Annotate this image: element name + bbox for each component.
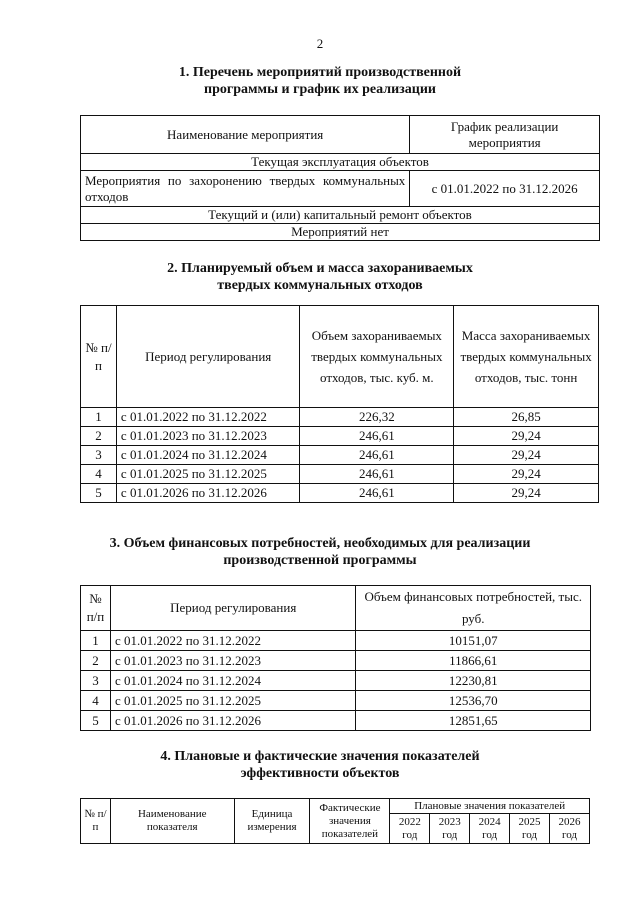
group-current-operation: Текущая эксплуатация объектов: [81, 154, 600, 171]
col-year: 2023 год: [430, 814, 470, 844]
row-number: 3: [81, 446, 117, 465]
col-unit: Единица измерения: [234, 799, 310, 844]
row-mass: 29,24: [454, 446, 599, 465]
section1-title: [0, 64, 640, 98]
row-volume: 246,61: [300, 484, 454, 503]
col-number: № п/п: [81, 586, 111, 631]
col-schedule: График реализации мероприятия: [410, 116, 600, 154]
row-number: 2: [81, 427, 117, 446]
row-period: с 01.01.2022 по 31.12.2022: [116, 408, 300, 427]
row-period: с 01.01.2024 по 31.12.2024: [116, 446, 300, 465]
row-period: с 01.01.2026 по 31.12.2026: [110, 711, 355, 731]
section4-title-line2: эффективности объектов: [240, 766, 400, 781]
section1-title-line2: программы и график их реализации: [204, 82, 436, 97]
col-mass: Масса захораниваемых твердых коммунальных отходов, тыс. тонн: [454, 306, 599, 408]
section4-title: [0, 748, 640, 782]
activities-table: [80, 115, 600, 241]
col-year: 2024 год: [470, 814, 510, 844]
col-year: 2026 год: [549, 814, 589, 844]
row-amount: 12851,65: [356, 711, 591, 731]
col-volume: Объем захораниваемых твердых коммунальных отходов, тыс. куб. м.: [300, 306, 454, 408]
col-indicator-name: Наименование показателя: [110, 799, 234, 844]
section4-title-line1: 4. Плановые и фактические значения показателей: [160, 749, 480, 764]
row-period: с 01.01.2025 по 31.12.2025: [116, 465, 300, 484]
col-planned-values: Плановые значения показателей: [390, 799, 590, 814]
row-period: с 01.01.2024 по 31.12.2024: [110, 671, 355, 691]
activity-name: Мероприятия по захоронению твердых коммунальных отходов: [81, 171, 410, 207]
row-period: с 01.01.2023 по 31.12.2023: [110, 651, 355, 671]
row-mass: 29,24: [454, 465, 599, 484]
section2-title: [0, 260, 640, 294]
row-period: с 01.01.2025 по 31.12.2025: [110, 691, 355, 711]
row-period: с 01.01.2023 по 31.12.2023: [116, 427, 300, 446]
waste-volume-table: [80, 305, 599, 503]
performance-indicators-table: [80, 798, 590, 844]
financial-needs-table: [80, 585, 591, 731]
col-number: № п/п: [81, 799, 111, 844]
page-number: 2: [316, 36, 324, 51]
group-repair: Текущий и (или) капитальный ремонт объектов: [81, 207, 600, 224]
section2-title-line2: твердых коммунальных отходов: [217, 278, 423, 293]
section2-title-line1: 2. Планируемый объем и масса захораниваемых: [167, 261, 473, 276]
col-year: 2025 год: [510, 814, 550, 844]
row-volume: 246,61: [300, 427, 454, 446]
col-amount: Объем финансовых потребностей, тыс. руб.: [356, 586, 591, 631]
row-period: с 01.01.2026 по 31.12.2026: [116, 484, 300, 503]
section3-title-line2: производственной программы: [223, 553, 417, 568]
row-number: 5: [81, 484, 117, 503]
row-volume: 246,61: [300, 465, 454, 484]
row-mass: 29,24: [454, 427, 599, 446]
row-amount: 11866,61: [356, 651, 591, 671]
row-number: 1: [81, 631, 111, 651]
row-number: 1: [81, 408, 117, 427]
row-volume: 226,32: [300, 408, 454, 427]
row-period: с 01.01.2022 по 31.12.2022: [110, 631, 355, 651]
section3-title: [0, 535, 640, 569]
no-activities: Мероприятий нет: [81, 224, 600, 241]
row-amount: 12536,70: [356, 691, 591, 711]
row-volume: 246,61: [300, 446, 454, 465]
row-amount: 10151,07: [356, 631, 591, 651]
section3-title-line1: 3. Объем финансовых потребностей, необходимых для реализации: [109, 536, 531, 551]
col-year: 2022 год: [390, 814, 430, 844]
row-number: 4: [81, 691, 111, 711]
col-actual-values: Фактические значения показателей: [310, 799, 390, 844]
row-number: 2: [81, 651, 111, 671]
col-activity-name: Наименование мероприятия: [81, 116, 410, 154]
row-number: 3: [81, 671, 111, 691]
row-number: 4: [81, 465, 117, 484]
activity-schedule: с 01.01.2022 по 31.12.2026: [410, 171, 600, 207]
row-mass: 26,85: [454, 408, 599, 427]
col-number: № п/п: [81, 306, 117, 408]
row-mass: 29,24: [454, 484, 599, 503]
section1-title-line1: 1. Перечень мероприятий производственной: [178, 65, 462, 80]
col-period: Период регулирования: [110, 586, 355, 631]
col-period: Период регулирования: [116, 306, 300, 408]
row-amount: 12230,81: [356, 671, 591, 691]
row-number: 5: [81, 711, 111, 731]
